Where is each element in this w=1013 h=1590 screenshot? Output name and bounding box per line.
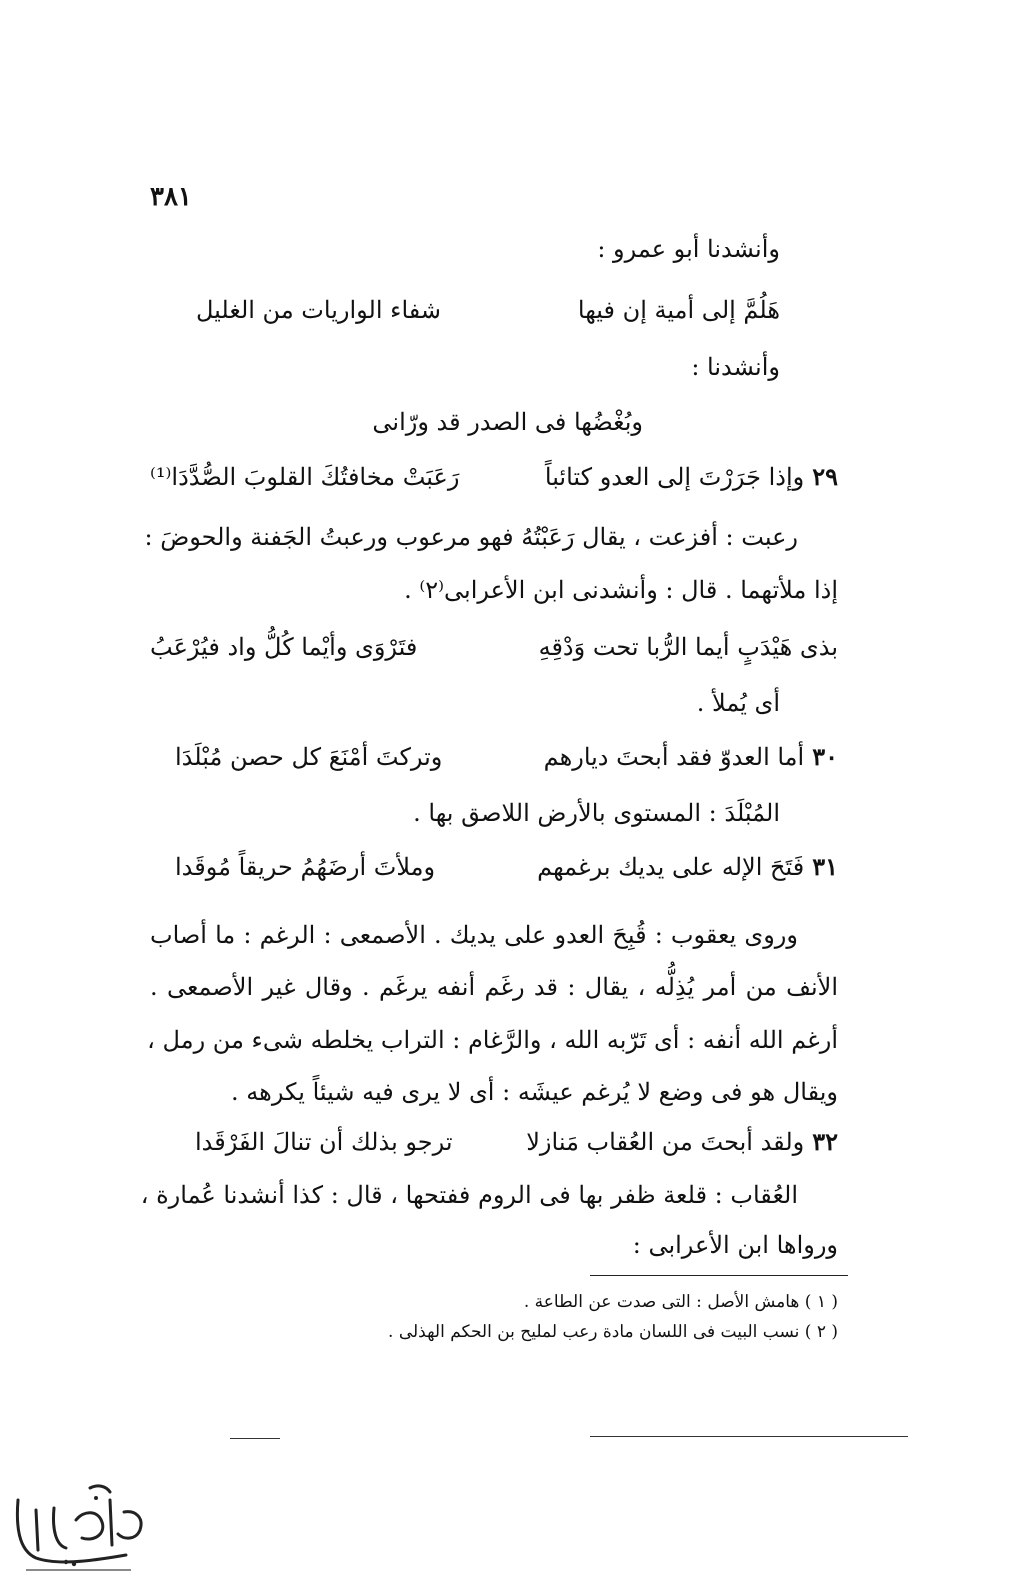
verse-32 bbox=[195, 1125, 838, 1159]
bottom-divider bbox=[230, 1438, 280, 1439]
footnote-divider bbox=[590, 1275, 848, 1276]
commentary-line: رعبت : أفزعت ، يقال رَعَبْتُهُ فهو مرعوب ورعبتُ الجَفنة والحوضَ : bbox=[144, 523, 798, 551]
footnote: ( ٢ ) نسب البيت فى اللسان مادة رعب لمليح بن الحكم الهذلى . bbox=[388, 1322, 838, 1342]
commentary-line: الأنف من أمر يُذِلُّه ، يقال : قد رغَم أنفه يرغَم . وقال غير الأصمعى . bbox=[150, 973, 838, 1001]
verse-single: وبُغْضُها فى الصدر قد ورّانى bbox=[372, 408, 643, 436]
commentary-line: أرغم الله أنفه : أى تَرّبه الله ، والرَّغام : التراب يخلطه شىء من رمل ، bbox=[147, 1026, 838, 1054]
verse bbox=[150, 630, 838, 664]
verse-first-hemistich: بذى هَيْدَبٍ أيما الرُّبا تحت وَدْقِهِ bbox=[538, 633, 838, 661]
verse-first-hemistich bbox=[537, 850, 838, 884]
intro-line: وأنشدنا أبو عمرو : bbox=[597, 235, 780, 263]
commentary-line: أى يُملأ . bbox=[696, 689, 780, 717]
verse-text: وإذا جَرَرْتَ إلى العدو كتائباً bbox=[544, 463, 805, 491]
verse-number: ٣٠ bbox=[812, 742, 838, 771]
verse-first-hemistich bbox=[545, 460, 838, 494]
verse bbox=[196, 293, 780, 327]
commentary-line: ويقال هو فى وضع لا يُرغم عيشَه : أى لا يرى فيه شيئاً يكرهه . bbox=[231, 1078, 838, 1106]
verse-number: ٣٢ bbox=[812, 1127, 838, 1156]
verse-second-hemistich: فتَرْوَى وأيْما كُلُّ واد فيُرْعَبُ bbox=[150, 633, 418, 661]
verse-second-hemistich: رَعَبَتْ مخافتُكَ القلوبَ الصُّدَّدَا⁽¹⁾ bbox=[150, 463, 460, 491]
verse-second-hemistich: شفاء الواريات من الغليل bbox=[196, 296, 442, 324]
verse-text: أما العدوّ فقد أبحتَ ديارهم bbox=[543, 743, 805, 771]
commentary-line: المُبْلَدَ : المستوى بالأرض اللاصق بها . bbox=[413, 799, 780, 827]
verse-30 bbox=[175, 740, 838, 774]
page-number: ٣٨١ bbox=[150, 182, 192, 212]
verse-first-hemistich bbox=[526, 1125, 838, 1159]
verse-29 bbox=[150, 460, 838, 494]
verse-second-hemistich: ترجو بذلك أن تنالَ الفَرْقَدا bbox=[195, 1128, 453, 1156]
verse-first-hemistich bbox=[544, 740, 838, 774]
verse-second-hemistich: وملأتَ أرضَهُمُ حريقاً مُوقَدا bbox=[175, 853, 436, 881]
bottom-divider bbox=[590, 1436, 908, 1437]
commentary-line: إذا ملأتهما . قال : وأنشدنى ابن الأعرابى⁽٢⁾ . bbox=[404, 576, 838, 604]
calligraphy-logo bbox=[6, 1470, 156, 1580]
verse-text: ولقد أبحتَ من العُقاب مَنازلا bbox=[526, 1128, 805, 1156]
verse-31 bbox=[175, 850, 838, 884]
commentary-line: وروى يعقوب : قُبِحَ العدو على يديك . الأصمعى : الرغم : ما أصاب bbox=[150, 921, 798, 949]
commentary-line: ورواها ابن الأعرابى : bbox=[632, 1231, 838, 1259]
verse-second-hemistich: وتركتَ أمْنَعَ كل حصن مُبْلَدَا bbox=[175, 743, 443, 771]
verse-number: ٣١ bbox=[812, 852, 838, 881]
commentary-line: العُقاب : قلعة ظفر بها فى الروم ففتحها ، قال : كذا أنشدنا عُمارة ، bbox=[140, 1181, 798, 1209]
footnote: ( ١ ) هامش الأصل : التى صدت عن الطاعة . bbox=[523, 1292, 838, 1312]
verse-text: فَتَحَ الإله على يديك برغمهم bbox=[537, 853, 805, 881]
verse-number: ٢٩ bbox=[812, 462, 838, 491]
verse-first-hemistich: هَلُمَّ إلى أمية إن فيها bbox=[577, 296, 780, 324]
intro-line: وأنشدنا : bbox=[691, 353, 780, 381]
